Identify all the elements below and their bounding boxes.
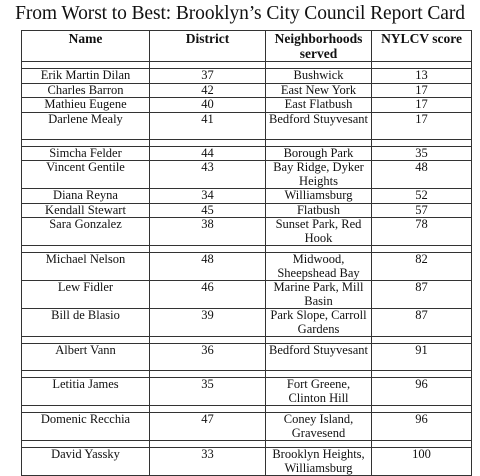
cell-name: Bill de Blasio <box>22 309 150 337</box>
cell-neighborhoods: Brooklyn Heights, Williamsburg <box>266 448 372 476</box>
report-card-table <box>21 30 472 476</box>
cell-district: 39 <box>150 309 266 337</box>
cell-score: 78 <box>372 218 472 246</box>
table-row <box>22 448 472 476</box>
cell-district: 47 <box>150 413 266 441</box>
cell-neighborhoods: Bushwick <box>266 69 372 84</box>
cell-score: 96 <box>372 378 472 406</box>
header-row <box>22 31 472 62</box>
cell-name: Diana Reyna <box>22 189 150 204</box>
cell-district: 38 <box>150 218 266 246</box>
cell-name: Erik Martin Dilan <box>22 69 150 84</box>
cell-name: Vincent Gentile <box>22 161 150 189</box>
cell-score: 17 <box>372 112 472 139</box>
cell-name: Mathieu Eugene <box>22 98 150 113</box>
cell-neighborhoods: East Flatbush <box>266 98 372 113</box>
table-row <box>22 98 472 113</box>
table-row <box>22 203 472 218</box>
table-row <box>22 218 472 246</box>
cell-name: Lew Fidler <box>22 281 150 309</box>
cell-neighborhoods: East New York <box>266 83 372 98</box>
cell-score: 17 <box>372 83 472 98</box>
table-row <box>22 112 472 139</box>
cell-district: 45 <box>150 203 266 218</box>
table-row <box>22 309 472 337</box>
table-row <box>22 378 472 406</box>
cell-neighborhoods: Marine Park, Mill Basin <box>266 281 372 309</box>
column-header-neighborhoods: Neighborhoods served <box>266 31 372 62</box>
table-row <box>22 161 472 189</box>
page-title: From Worst to Best: Brooklyn’s City Council Report Card <box>15 3 465 24</box>
column-header-district: District <box>150 31 266 62</box>
cell-district: 37 <box>150 69 266 84</box>
cell-district: 40 <box>150 98 266 113</box>
column-header-name: Name <box>22 31 150 62</box>
cell-neighborhoods: Flatbush <box>266 203 372 218</box>
cell-score: 48 <box>372 161 472 189</box>
cell-neighborhoods: Bay Ridge, Dyker Heights <box>266 161 372 189</box>
cell-neighborhoods: Midwood, Sheepshead Bay <box>266 253 372 281</box>
cell-name: Charles Barron <box>22 83 150 98</box>
cell-score: 35 <box>372 146 472 161</box>
cell-score: 100 <box>372 448 472 476</box>
cell-name: Kendall Stewart <box>22 203 150 218</box>
cell-district: 44 <box>150 146 266 161</box>
cell-district: 36 <box>150 344 266 371</box>
cell-score: 17 <box>372 98 472 113</box>
cell-neighborhoods: Sunset Park, Red Hook <box>266 218 372 246</box>
cell-name: Domenic Recchia <box>22 413 150 441</box>
cell-score: 91 <box>372 344 472 371</box>
cell-score: 87 <box>372 309 472 337</box>
cell-score: 87 <box>372 281 472 309</box>
table-row <box>22 344 472 371</box>
table-row <box>22 69 472 84</box>
cell-district: 46 <box>150 281 266 309</box>
cell-score: 13 <box>372 69 472 84</box>
cell-score: 96 <box>372 413 472 441</box>
cell-score: 52 <box>372 189 472 204</box>
cell-name: Michael Nelson <box>22 253 150 281</box>
table-row <box>22 146 472 161</box>
cell-neighborhoods: Park Slope, Carroll Gardens <box>266 309 372 337</box>
cell-name: Letitia James <box>22 378 150 406</box>
cell-district: 35 <box>150 378 266 406</box>
spacer-row <box>22 139 472 146</box>
cell-neighborhoods: Bedford Stuyvesant <box>266 344 372 371</box>
cell-neighborhoods: Borough Park <box>266 146 372 161</box>
cell-name: Simcha Felder <box>22 146 150 161</box>
cell-district: 33 <box>150 448 266 476</box>
cell-district: 42 <box>150 83 266 98</box>
table-row <box>22 83 472 98</box>
cell-neighborhoods: Bedford Stuyvesant <box>266 112 372 139</box>
cell-district: 34 <box>150 189 266 204</box>
cell-neighborhoods: Coney Island, Gravesend <box>266 413 372 441</box>
cell-name: David Yassky <box>22 448 150 476</box>
cell-district: 41 <box>150 112 266 139</box>
column-header-score: NYLCV score <box>372 31 472 62</box>
cell-name: Darlene Mealy <box>22 112 150 139</box>
table-row <box>22 413 472 441</box>
cell-neighborhoods: Fort Greene, Clinton Hill <box>266 378 372 406</box>
table-row <box>22 253 472 281</box>
cell-score: 82 <box>372 253 472 281</box>
table-row <box>22 189 472 204</box>
cell-district: 43 <box>150 161 266 189</box>
cell-name: Sara Gonzalez <box>22 218 150 246</box>
cell-district: 48 <box>150 253 266 281</box>
table-row <box>22 281 472 309</box>
cell-name: Albert Vann <box>22 344 150 371</box>
cell-neighborhoods: Williamsburg <box>266 189 372 204</box>
cell-score: 57 <box>372 203 472 218</box>
